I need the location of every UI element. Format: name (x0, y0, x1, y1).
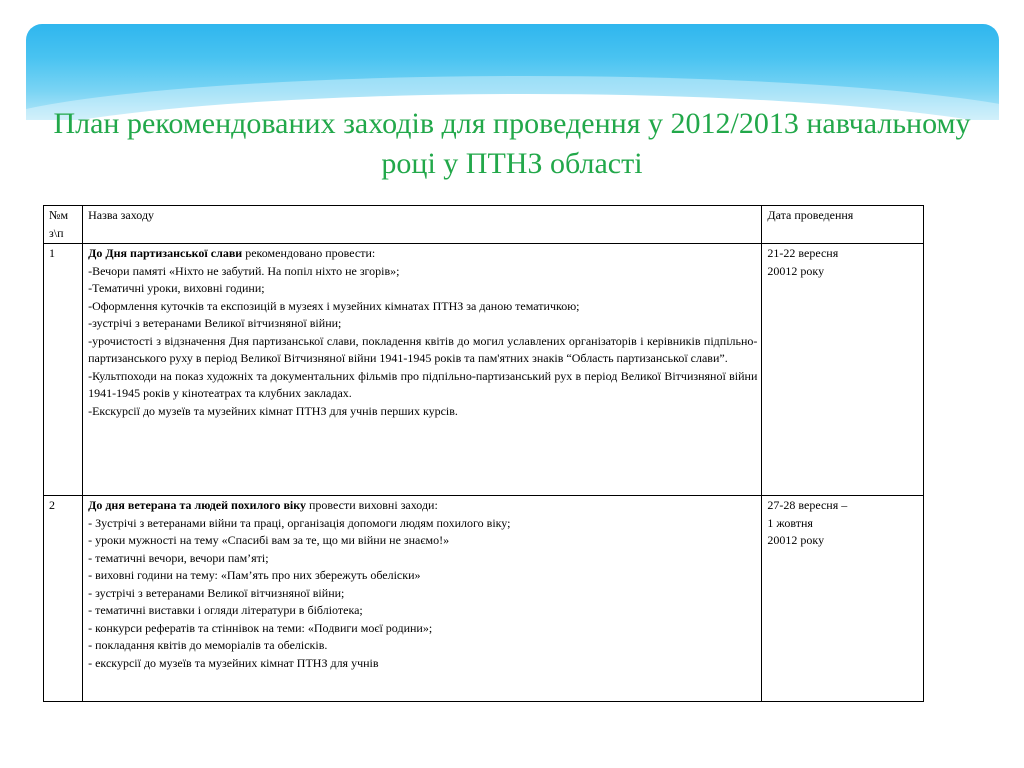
event-item: -Оформлення куточків та експозицій в музеях і музейних кімнатах ПТНЗ за даною тематичкою; (88, 298, 580, 313)
event-item: - зустрічі з ветеранами Великої вітчизняної війни; (88, 585, 345, 600)
event-lead (88, 497, 757, 515)
event-item: -урочистості з відзначення Дня партизанської слави, покладення квітів до могил уславлених організаторів і керівників підпільно-партизанського руху в період Великої Вітчизняної війни 1941-1945 років та пам'ятних знаків “Область партизанської слави”. (88, 333, 758, 365)
event-lead (88, 245, 757, 263)
event-lead-rest: рекомендовано провести: (242, 246, 376, 260)
event-item: -Культпоходи на показ художніх та документальних фільмів про підпільно-партизанський рух в період Великої Вітчизняної війни 1941-1945 років у кінотеатрах та клубних закладах. (88, 368, 758, 400)
event-item: - Зустрічі з ветеранами війни та праці, організація допомоги людям похилого віку; (88, 515, 511, 530)
event-date-line: 27-28 вересня – (767, 498, 848, 512)
event-date-line: 20012 року (767, 533, 825, 547)
header-event-name: Назва заходу (83, 206, 762, 244)
event-date-line: 20012 року (767, 263, 825, 278)
event-item: -зустрічі з ветеранами Великої вітчизняної війни; (88, 316, 342, 330)
table-header-row (44, 206, 924, 244)
table-row (44, 244, 924, 496)
row-number: 2 (44, 496, 83, 702)
event-lead-bold: До Дня партизанської слави (88, 246, 243, 260)
table-row (44, 496, 924, 702)
header-date: Дата проведення (762, 206, 924, 244)
event-item: - конкурси рефератів та стіннівок на теми: «Подвиги моєї родини»; (88, 620, 433, 635)
event-description (83, 244, 762, 496)
event-item: -Екскурсії до музеїв та музейних кімнат ПТНЗ для учнів перших курсів. (88, 403, 458, 418)
event-item: - покладання квітів до меморіалів та обелісків. (88, 638, 328, 652)
event-item: - екскурсії до музеїв та музейних кімнат ПТНЗ для учнів (88, 655, 379, 670)
event-item: - тематичні вечори, вечори пам’яті; (88, 550, 269, 565)
event-lead-rest: провести виховні заходи: (306, 498, 438, 512)
plan-table (43, 205, 924, 702)
event-date-line: 1 жовтня (767, 515, 813, 530)
slide-title: План рекомендованих заходів для проведення у 2012/2013 навчальному році у ПТНЗ області (53, 107, 971, 180)
header-number: №м з\п (44, 206, 83, 244)
event-description (83, 496, 762, 702)
event-date-line: 21-22 вересня (767, 246, 839, 260)
event-lead-bold: До дня ветерана та людей похилого віку (88, 498, 306, 512)
event-date (762, 496, 924, 702)
event-date (762, 244, 924, 496)
event-item: - тематичні виставки і огляди літератури в бібліотека; (88, 603, 363, 617)
event-item: -Вечори памяті «Ніхто не забутий. На попіл ніхто не згорів»; (88, 263, 400, 278)
event-item: - виховні години на тему: «Пам’ять про них збережуть обеліски» (88, 568, 421, 582)
row-number: 1 (44, 244, 83, 496)
event-item: - уроки мужності на тему «Спасибі вам за те, що ми війни не знаємо!» (88, 533, 450, 547)
event-item: -Тематичні уроки, виховні години; (88, 281, 265, 295)
